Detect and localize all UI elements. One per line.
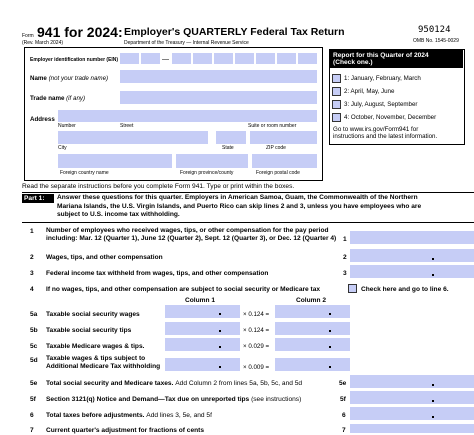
address-label: Address bbox=[30, 116, 55, 123]
line4-number: 4 bbox=[30, 286, 34, 293]
line1-field[interactable] bbox=[350, 231, 474, 244]
foreign-province-field[interactable] bbox=[176, 154, 248, 168]
trade-name-label: Trade name (if any) bbox=[30, 95, 86, 102]
line5e-box-label: 5e bbox=[339, 380, 347, 387]
country-caption: Foreign country name bbox=[60, 170, 109, 176]
line6-number: 6 bbox=[30, 412, 34, 419]
foreign-country-field[interactable] bbox=[58, 154, 172, 168]
line3-field[interactable] bbox=[350, 265, 474, 278]
line5e-text: Total social security and Medicare taxes. Add Column 2 from lines 5a, 5b, 5c, and 5d bbox=[46, 380, 303, 387]
line3-decimal-point bbox=[432, 274, 434, 276]
line5c-column2-field[interactable] bbox=[275, 338, 350, 351]
part1-tag: Part 1: bbox=[22, 194, 54, 203]
line7-field[interactable] bbox=[350, 424, 474, 433]
quarter-3-checkbox[interactable] bbox=[332, 100, 341, 109]
line6-decimal-point bbox=[432, 416, 434, 418]
ein-digit-1[interactable] bbox=[120, 53, 139, 64]
line6-field[interactable] bbox=[350, 407, 474, 420]
line7-box-label: 7 bbox=[342, 427, 346, 434]
line5d-text: Taxable wages & tips subject to Additional Medicare Tax withholding bbox=[46, 355, 161, 370]
line1-box-label: 1 bbox=[343, 236, 347, 243]
line5c-text: Taxable Medicare wages & tips. bbox=[46, 343, 145, 350]
quarter-4-checkbox[interactable] bbox=[332, 113, 341, 122]
line5c-column1-field[interactable] bbox=[165, 338, 240, 351]
form-word: Form bbox=[22, 33, 34, 39]
name-label: Name (not your trade name) bbox=[30, 75, 109, 82]
line3-text: Federal income tax withheld from wages, tips, and other compensation bbox=[46, 270, 269, 277]
city-caption: City bbox=[58, 145, 67, 151]
ein-label: Employer identification number (EIN) bbox=[30, 57, 119, 63]
line5a-col2-decimal bbox=[329, 313, 331, 315]
number-caption: Number bbox=[58, 123, 76, 129]
revision-date: (Rev. March 2024) bbox=[22, 40, 64, 46]
part1-bottom-rule bbox=[22, 222, 474, 223]
quarter-footer: Go to www.irs.gov/Form941 for instructions and the latest information. bbox=[333, 126, 438, 140]
quarter-3-label: 3: July, August, September bbox=[344, 101, 418, 108]
street-caption: Street bbox=[120, 123, 134, 129]
line5d-column1-field[interactable] bbox=[165, 358, 240, 371]
ein-digit-9[interactable] bbox=[298, 53, 317, 64]
line4-checkbox[interactable] bbox=[348, 284, 357, 293]
quarter-box-title: Report for this Quarter of 2024 (Check one.) bbox=[333, 52, 429, 66]
line5c-col2-decimal bbox=[329, 346, 331, 348]
suite-caption: Suite or room number bbox=[248, 123, 297, 129]
line5d-col1-decimal bbox=[219, 366, 221, 368]
ein-digit-5[interactable] bbox=[214, 53, 233, 64]
line5d-column2-field[interactable] bbox=[275, 358, 350, 371]
quarter-4-label: 4: October, November, December bbox=[344, 114, 437, 121]
ein-digit-8[interactable] bbox=[277, 53, 296, 64]
zip-caption: ZIP code bbox=[266, 145, 286, 151]
line5b-column2-field[interactable] bbox=[275, 322, 350, 335]
ein-digit-7[interactable] bbox=[256, 53, 275, 64]
line5d-number: 5d bbox=[30, 357, 38, 364]
form-code: 950124 bbox=[418, 25, 451, 35]
line5f-decimal-point bbox=[432, 400, 434, 402]
line5b-column1-field[interactable] bbox=[165, 322, 240, 335]
instructions-text: Read the separate instructions before you complete Form 941. Type or print within the boxes. bbox=[22, 183, 295, 190]
ein-dash: — bbox=[162, 56, 169, 63]
ein-digit-4[interactable] bbox=[193, 53, 212, 64]
line3-box-label: 3 bbox=[343, 270, 347, 277]
form-title: Employer's QUARTERLY Federal Tax Return bbox=[124, 26, 345, 38]
line2-text: Wages, tips, and other compensation bbox=[46, 254, 163, 261]
line5b-rate: × 0.124 = bbox=[243, 327, 270, 334]
line2-box-label: 2 bbox=[343, 254, 347, 261]
line7-number: 7 bbox=[30, 427, 34, 434]
line5d-rate: × 0.009 = bbox=[243, 364, 270, 371]
ein-digit-2[interactable] bbox=[141, 53, 160, 64]
line1-number: 1 bbox=[30, 228, 34, 235]
line5c-number: 5c bbox=[30, 343, 38, 350]
line5f-text: Section 3121(q) Notice and Demand—Tax due on unreported tips (see instructions) bbox=[46, 396, 302, 403]
line5b-col1-decimal bbox=[219, 330, 221, 332]
foreign-postal-field[interactable] bbox=[252, 154, 317, 168]
ein-digit-3[interactable] bbox=[172, 53, 191, 64]
line3-number: 3 bbox=[30, 270, 34, 277]
line5b-text: Taxable social security tips bbox=[46, 327, 132, 334]
zip-field[interactable] bbox=[250, 131, 317, 144]
city-field[interactable] bbox=[58, 131, 208, 144]
line5a-text: Taxable social security wages bbox=[46, 311, 140, 318]
street-field[interactable] bbox=[58, 110, 317, 122]
line6-box-label: 6 bbox=[342, 412, 346, 419]
quarter-1-label: 1: January, February, March bbox=[344, 75, 421, 82]
trade-name-field[interactable] bbox=[120, 91, 317, 104]
line7-text: Current quarter's adjustment for fractions of cents bbox=[46, 427, 205, 434]
postal-caption: Foreign postal code bbox=[256, 170, 300, 176]
state-field[interactable] bbox=[216, 131, 246, 144]
line5a-column1-field[interactable] bbox=[165, 305, 240, 318]
line4-text: If no wages, tips, and other compensation are subject to social security or Medicare tax bbox=[46, 286, 321, 293]
column2-header: Column 2 bbox=[296, 297, 327, 304]
line5f-box-label: 5f bbox=[340, 396, 346, 403]
quarter-2-checkbox[interactable] bbox=[332, 87, 341, 96]
line5a-rate: × 0.124 = bbox=[243, 311, 270, 318]
line6-text: Total taxes before adjustments. Add lines 3, 5e, and 5f bbox=[46, 412, 212, 419]
line5f-number: 5f bbox=[30, 396, 36, 403]
line2-decimal-point bbox=[432, 258, 434, 260]
line1-text: Number of employees who received wages, tips, or other compensation for the pay period including: Mar. 12 (Quarter 1), June 12 (Quarter 2), Sept. 12 (Quarter 3), or Dec. 12 (Quarter 4) bbox=[46, 227, 337, 242]
part1-instructions: Answer these questions for this quarter. Employers in American Samoa, Guam, the Commonwealth of the Northern Mariana Islands, the U.S. Virgin Islands, and Puerto Rico can skip lines 2 and 3, unless you have employees who are subject to U.S. income tax withholding. bbox=[57, 194, 422, 218]
line5a-column2-field[interactable] bbox=[275, 305, 350, 318]
form-number: 941 for 2024: bbox=[37, 24, 123, 40]
ein-digit-6[interactable] bbox=[235, 53, 254, 64]
line5a-col1-decimal bbox=[219, 313, 221, 315]
line5c-rate: × 0.029 = bbox=[243, 343, 270, 350]
line5b-col2-decimal bbox=[329, 330, 331, 332]
line2-field[interactable] bbox=[350, 249, 474, 262]
line2-number: 2 bbox=[30, 254, 34, 261]
line5d-col2-decimal bbox=[329, 366, 331, 368]
department-line: Department of the Treasury — Internal Revenue Service bbox=[124, 40, 249, 46]
province-caption: Foreign province/county bbox=[180, 170, 234, 176]
line5e-decimal-point bbox=[432, 384, 434, 386]
line4-check-label: Check here and go to line 6. bbox=[361, 286, 449, 293]
quarter-2-label: 2: April, May, June bbox=[344, 88, 395, 95]
state-caption: State bbox=[222, 145, 234, 151]
line5e-number: 5e bbox=[30, 380, 38, 387]
quarter-1-checkbox[interactable] bbox=[332, 74, 341, 83]
part1-top-rule bbox=[22, 192, 474, 193]
line5f-field[interactable] bbox=[350, 391, 474, 404]
line5c-col1-decimal bbox=[219, 346, 221, 348]
name-field[interactable] bbox=[120, 70, 317, 83]
omb-number: OMB No. 1545-0029 bbox=[413, 38, 459, 44]
line5a-number: 5a bbox=[30, 311, 38, 318]
line5e-field[interactable] bbox=[350, 375, 474, 388]
column1-header: Column 1 bbox=[185, 297, 216, 304]
line5b-number: 5b bbox=[30, 327, 38, 334]
